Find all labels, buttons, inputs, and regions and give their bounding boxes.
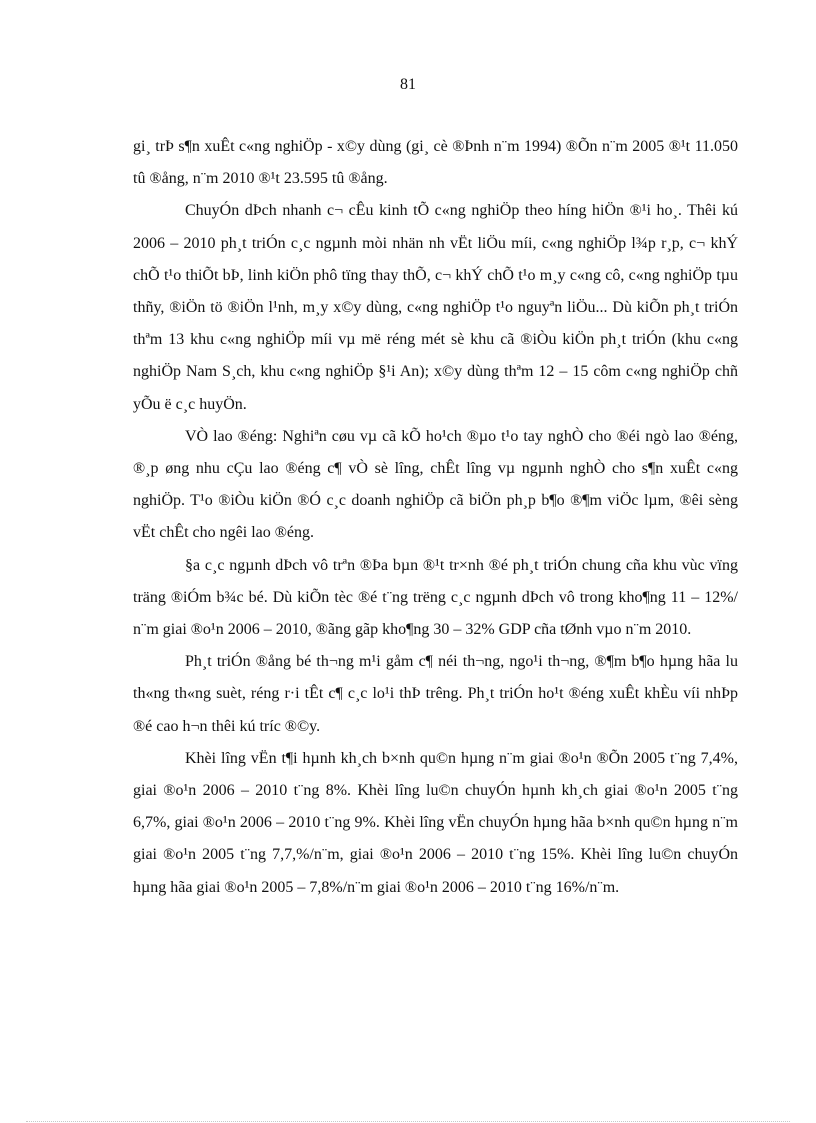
page-number: 81 — [400, 76, 416, 93]
paragraph-services: §a c¸c ngµnh dÞch vô trªn ®Þa bµn ®¹t tr×nh ®é ph¸t triÓn chung cña khu vùc vïng träng ®iÓm b¾c bé. Dù kiÕn tèc ®é t¨ng trëng c¸c ngµnh dÞch vô trong kho¶ng 11 – 12%/ n¨m giai ®o¹n 2006 – 2010, ®ãng gãp kho¶ng 30 – 32% GDP cña tØnh vµo n¨m 2010. — [133, 556, 738, 639]
bottom-dotted-rule — [26, 1121, 790, 1122]
paragraph-industry-restructuring: ChuyÓn dÞch nhanh c¬ cÊu kinh tÕ c«ng nghiÖp theo híng hiÖn ®¹i ho¸. Thêi kú 2006 – 2010 ph¸t triÓn c¸c ngµnh mòi nhän nh vËt liÖu míi, c«ng nghiÖp l¾p r¸p, c¬ khÝ chÕ t¹o thiÕt bÞ, linh kiÖn phô tïng thay thÕ, c¬ khÝ chÕ t¹o m¸y c«ng cô, c«ng nghiÖp tµu thñy, ®iÖn tö ®iÖn l¹nh, m¸y x©y dùng, c«ng nghiÖp t¹o nguyªn liÖu... Dù kiÕn ph¸t triÓn thªm 13 khu c«ng nghiÖp míi vµ më réng mét sè khu cã ®iÒu kiÖn ph¸t triÓn (khu c«ng nghiÖp Nam S¸ch, khu c«ng nghiÖp §¹i An); x©y dùng thªm 12 – 15 côm c«ng nghiÖp chñ yÕu ë c¸c huyÖn. — [133, 202, 738, 413]
body-text — [133, 131, 738, 904]
paragraph-trade: Ph¸t triÓn ®ång bé th¬ng m¹i gåm c¶ néi th¬ng, ngo¹i th¬ng, ®¶m b¶o hµng hãa lu th«ng th«ng suèt, réng r·i tÊt c¶ c¸c lo¹i thÞ trêng. Ph¸t triÓn ho¹t ®éng xuÊt khÈu víi nhÞp ®é cao h¬n thêi kú tríc ®©y. — [133, 653, 738, 735]
paragraph-production-value: gi¸ trÞ s¶n xuÊt c«ng nghiÖp - x©y dùng (gi¸ cè ®Þnh n¨m 1994) ®Õn n¨m 2005 ®¹t 11.050 tû ®ång, n¨m 2010 ®¹t 23.595 tû ®ång. — [133, 138, 738, 188]
paragraph-labor: VÒ lao ®éng: Nghiªn cøu vµ cã kÕ ho¹ch ®µo t¹o tay nghÒ cho ®éi ngò lao ®éng, ®¸p øng nhu cÇu lao ®éng c¶ vÒ sè lîng, chÊt lîng vµ ngµnh nghÒ cho s¶n xuÊt c«ng nghiÖp. T¹o ®iÒu kiÖn ®Ó c¸c doanh nghiÖp cã biÖn ph¸p b¶o ®¶m viÖc lµm, ®êi sèng vËt chÊt cho ngêi lao ®éng. — [133, 427, 738, 542]
paragraph-transport: Khèi lîng vËn t¶i hµnh kh¸ch b×nh qu©n hµng n¨m giai ®o¹n ®Õn 2005 t¨ng 7,4%, giai ®o¹n 2006 – 2010 t¨ng 8%. Khèi lîng lu©n chuyÓn hµnh kh¸ch giai ®o¹n 2005 t¨ng 6,7%, giai ®o¹n 2006 – 2010 t¨ng 9%. Khèi lîng vËn chuyÓn hµng hãa b×nh qu©n hµng n¨m giai ®o¹n 2005 t¨ng 7,7,%/n¨m, giai ®o¹n 2006 – 2010 t¨ng 15%. Khèi lîng lu©n chuyÓn hµng hãa giai ®o¹n 2005 – 7,8%/n¨m giai ®o¹n 2006 – 2010 t¨ng 16%/n¨m. — [133, 749, 738, 896]
